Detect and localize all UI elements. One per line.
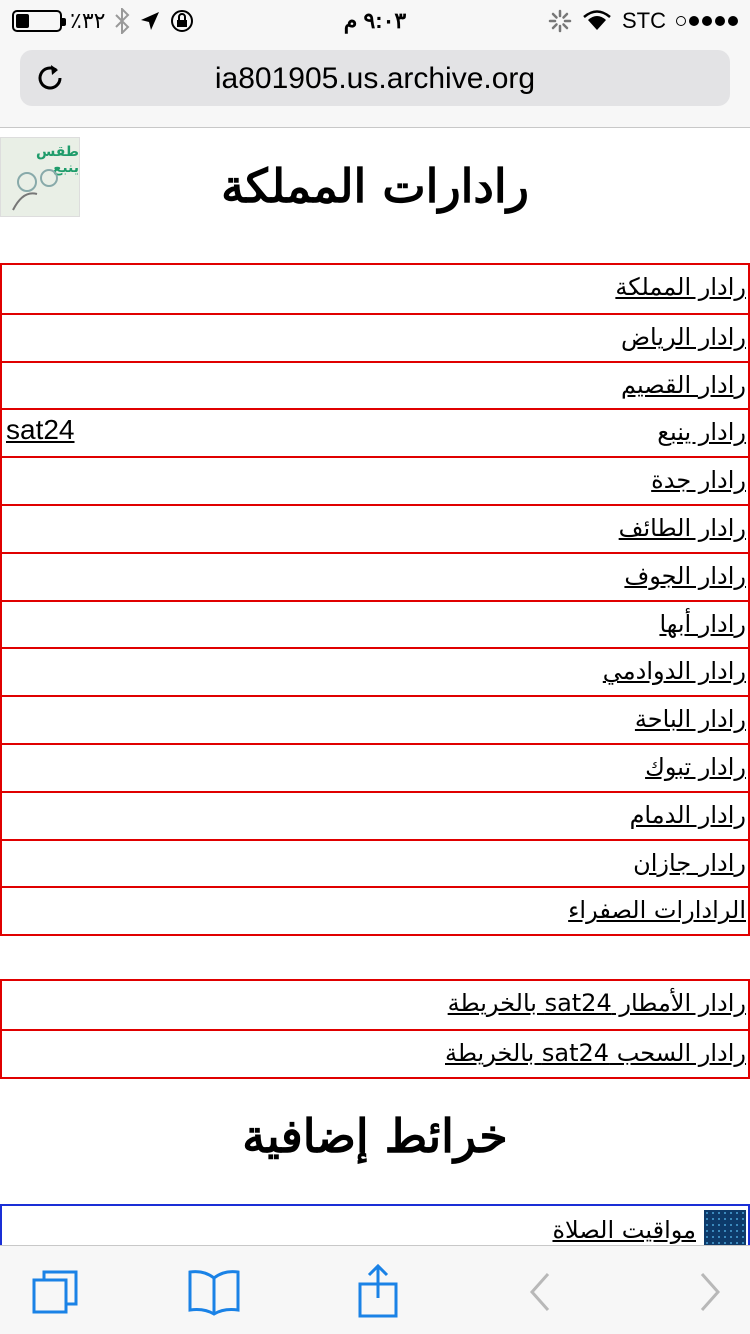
- logo-text: طقس ينبع: [35, 144, 79, 176]
- table-row: [2, 265, 748, 313]
- radar-link[interactable]: رادار الطائف: [618, 513, 746, 542]
- page-title: رادارات المملكة: [221, 159, 529, 213]
- radar-link[interactable]: الرادارات الصفراء: [568, 896, 746, 925]
- table-row: [2, 600, 748, 648]
- map-radar-link[interactable]: رادار الأمطار sat24 بالخريطة: [447, 989, 746, 1017]
- table-row: [2, 1029, 748, 1077]
- radar-link[interactable]: رادار المملكة: [615, 273, 746, 301]
- url-text[interactable]: ia801905.us.archive.org: [214, 62, 536, 95]
- table-row: [2, 791, 748, 839]
- radar-link[interactable]: رادار ينبع: [657, 418, 746, 447]
- table-row: [2, 408, 748, 456]
- radar-link[interactable]: رادار أبها: [659, 609, 746, 638]
- table-row: [2, 695, 748, 743]
- table-row: [2, 886, 748, 934]
- tabs-icon[interactable]: [28, 1264, 84, 1320]
- signal-strength-icon: [676, 16, 738, 26]
- status-bar: [0, 0, 750, 40]
- table-row: [2, 361, 748, 409]
- back-arrow-icon[interactable]: [512, 1264, 568, 1320]
- radar-link[interactable]: رادار القصيم: [621, 370, 746, 399]
- carrier-name: STC: [622, 8, 666, 33]
- table-row: [2, 839, 748, 887]
- sat24-link[interactable]: sat24: [6, 414, 75, 446]
- table-row: [2, 313, 748, 361]
- activity-spinner-icon: [548, 9, 572, 33]
- table-row: [2, 981, 748, 1029]
- table-row: [2, 456, 748, 504]
- extra-maps-title: خرائط إضافية: [242, 1109, 508, 1163]
- table-row: [2, 647, 748, 695]
- radar-link[interactable]: رادار الباحة: [634, 705, 746, 734]
- page-content: [0, 129, 750, 1245]
- radar-link[interactable]: رادار جازان: [633, 848, 746, 877]
- prayer-thumbnail[interactable]: [704, 1210, 746, 1245]
- radar-link[interactable]: رادار الدمام: [629, 800, 746, 829]
- battery-percent: ٪٣٢: [70, 8, 106, 33]
- radar-link[interactable]: رادار تبوك: [645, 752, 746, 781]
- forward-arrow-icon[interactable]: [682, 1264, 738, 1320]
- radar-link[interactable]: رادار جدة: [651, 466, 746, 495]
- prayer-times-row: [0, 1204, 750, 1245]
- wifi-icon: [582, 10, 612, 32]
- status-time: ٩:٠٣ م: [343, 8, 407, 33]
- address-bar[interactable]: [20, 50, 730, 106]
- radar-link[interactable]: رادار الرياض: [620, 322, 746, 351]
- prayer-times-link[interactable]: مواقيت الصلاة: [552, 1216, 696, 1244]
- map-radar-link[interactable]: رادار السحب sat24 بالخريطة: [445, 1038, 746, 1067]
- table-row: [2, 743, 748, 791]
- bookmarks-icon[interactable]: [186, 1264, 242, 1320]
- table-row: [2, 552, 748, 600]
- map-links-table: [0, 979, 750, 1079]
- share-icon[interactable]: [350, 1264, 406, 1320]
- table-row: [2, 504, 748, 552]
- browser-toolbar: [0, 1245, 750, 1334]
- radar-link[interactable]: رادار الجوف: [624, 561, 746, 590]
- radar-links-table: [0, 263, 750, 936]
- radar-link[interactable]: رادار الدوادمي: [602, 657, 746, 686]
- status-right: [548, 8, 738, 34]
- browser-address-area: [0, 40, 750, 128]
